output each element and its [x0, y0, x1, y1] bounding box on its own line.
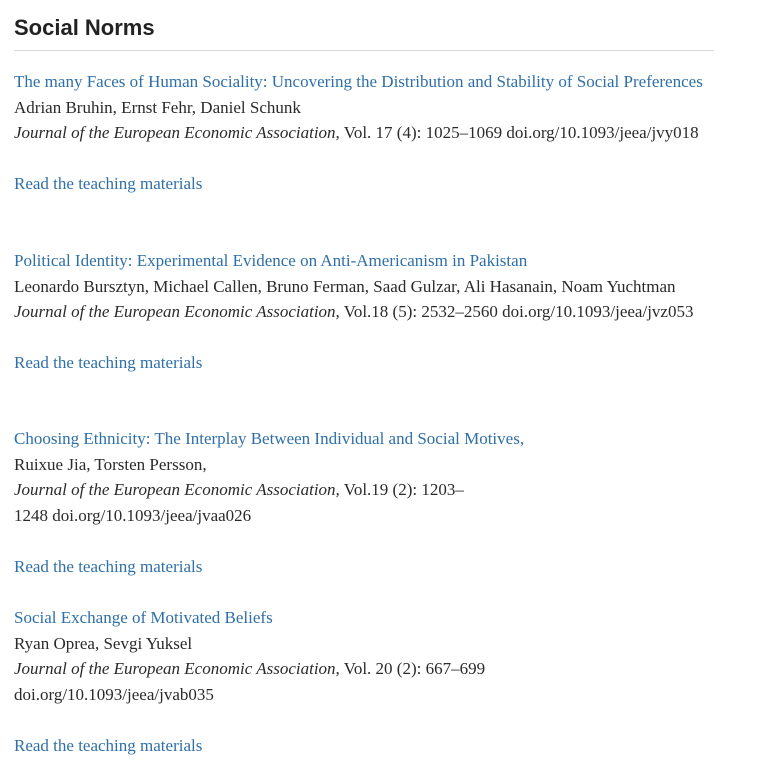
article-citation [14, 299, 724, 325]
article-authors: Leonardo Bursztyn, Michael Callen, Bruno Ferman, Saad Gulzar, Ali Hasanain, Noam Yuchtman [14, 276, 676, 296]
article-citation [14, 120, 724, 146]
journal-name: Journal of the European Economic Association, [14, 123, 340, 142]
teaching-materials-link[interactable]: Read the teaching materials [14, 174, 203, 193]
teaching-materials-link[interactable]: Read the teaching materials [14, 556, 203, 576]
article-title-link[interactable]: Social Exchange of Motivated Beliefs [14, 608, 273, 627]
article-citation [14, 656, 514, 707]
article-title-link[interactable]: The many Faces of Human Sociality: Uncovering the Distribution and Stability of Social Preferences [14, 72, 703, 91]
teaching-materials-link[interactable]: Read the teaching materials [14, 353, 203, 372]
article-authors: Adrian Bruhin, Ernst Fehr, Daniel Schunk [14, 97, 301, 117]
article-authors: Ryan Oprea, Sevgi Yuksel [14, 633, 193, 653]
volume-doi: Vol.18 (5): 2532–2560 doi.org/10.1093/jeea/jvz053 [339, 302, 694, 321]
journal-name: Journal of the European Economic Association, [14, 659, 340, 678]
section-heading: Social Norms [14, 14, 714, 51]
volume-doi: Vol.19 (2): 1203–1248 doi.org/10.1093/jeea/jvaa026 [14, 480, 464, 525]
volume-doi: Vol. 17 (4): 1025–1069 doi.org/10.1093/jeea/jvy018 [339, 123, 699, 142]
article-entry [14, 248, 724, 376]
article-entry [14, 426, 525, 579]
teaching-materials-link[interactable]: Read the teaching materials [14, 735, 203, 755]
article-title-link[interactable]: Choosing Ethnicity: The Interplay Between Individual and Social Motives, [14, 429, 525, 448]
article-entry [14, 69, 724, 197]
volume-doi: Vol. 20 (2): 667–699 doi.org/10.1093/jeea/jvab035 [14, 659, 486, 704]
article-entry [14, 605, 514, 758]
article-title-link[interactable]: Political Identity: Experimental Evidence on Anti-Americanism in Pakistan [14, 251, 528, 270]
article-authors: Ruixue Jia, Torsten Persson, [14, 454, 207, 474]
journal-name: Journal of the European Economic Association, [14, 480, 340, 499]
article-citation [14, 477, 484, 528]
journal-name: Journal of the European Economic Association, [14, 302, 340, 321]
